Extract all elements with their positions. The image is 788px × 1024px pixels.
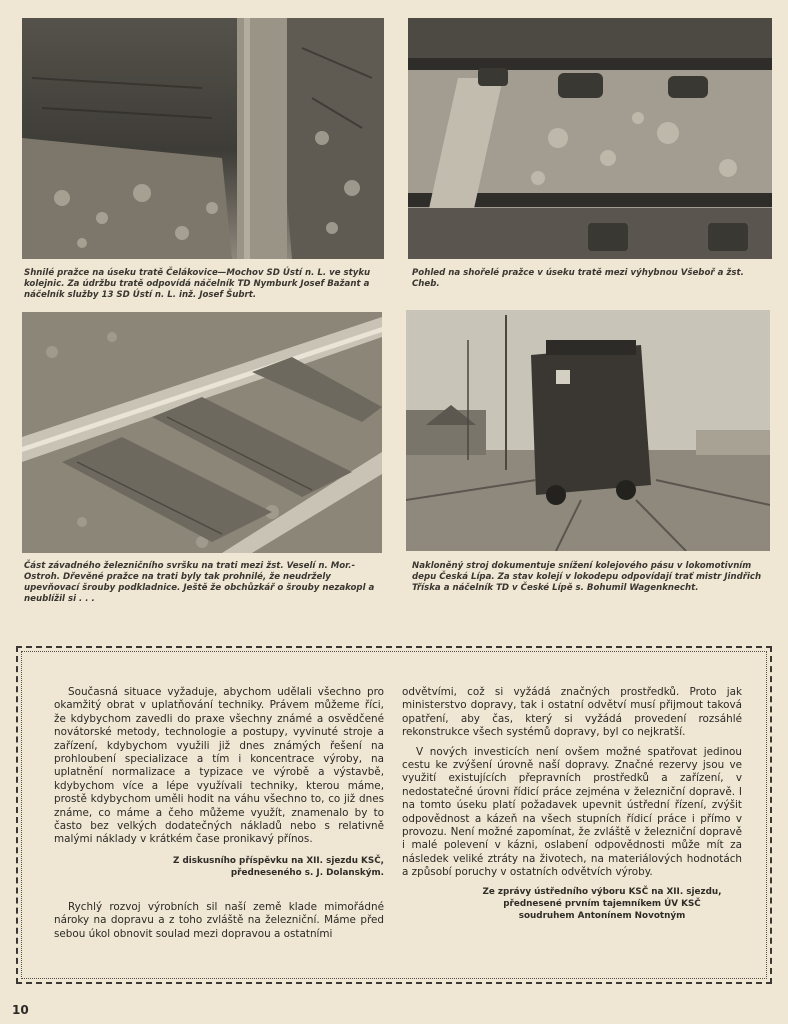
burnt-sleepers-caption: Pohled na shořelé pražce v úseku tratě mezi výhybnou Všeboř a žst. Cheb.: [412, 268, 744, 289]
rotten-sleepers-photo: [22, 18, 384, 259]
track-superstructure-caption: Část závadného železničního svršku na trati mezi žst. Veselí n. Mor.-Ostroh. Dřevěné pražce na trati byly tak prohnilé, že neudržely upevňovací šrouby podkladnice. Ještě že obchůzkář o šrouby nezakopl a neublížil si . . .: [24, 561, 375, 604]
right-paragraph-2: V nových investicích není ovšem možné spatřovat jedinou cestu ke zvýšení úrovně naší dopravy. Značné rezervy jsou ve využití existujících přepravních prostředků a zařízení, v nedostatečné úrovni řídicí práce zejména v železniční dopravě. I na tomto úseku platí požadavek upevnit ústřední řízení, zvýšit odpovědnost a kázeň na všech stupních řídicí práce i přímo v provozu. Není možné zapomínat, že zvláště v železniční dopravě i malé polevení v kázni, oslabení odpovědnosti může mít za následek veliké ztráty na životech, na materiálových hodnotách a způsobí poruchy v ostatních odvětvích výroby.: [402, 745, 742, 879]
left-attribution-line-2: předneseného s. J. Dolanským.: [230, 867, 384, 878]
track-superstructure-photo: [22, 312, 382, 553]
right-paragraph-1: odvětvími, což si vyžádá značných prostředků. Proto jak ministerstvo dopravy, tak i ostatní odvětví musí přijmout taková opatření, aby čas, který si vyžádá provedení rozsáhlé rekonstrukce všech systémů dopravy, byl co nejkratší.: [402, 686, 742, 739]
left-attribution-line-1: Z diskusního příspěvku na XII. sjezdu KSČ,: [173, 855, 384, 866]
right-attribution-line-2: přednesené prvním tajemníkem ÚV KSČ: [503, 898, 701, 909]
article-box: [16, 646, 772, 984]
rotten-sleepers-caption: Shnilé pražce na úseku tratě Čelákovice—Mochov SD Ústí n. L. ve styku kolejnic. Za údržbu tratě odpovídá náčelník TD Nymburk Josef Bažant a náčelník služby 13 SD Ústí n. L. inž. Josef Šubrt.: [24, 268, 371, 300]
right-attribution: [402, 886, 742, 922]
burnt-sleepers-photo: [408, 18, 772, 259]
article-left-column: [54, 686, 384, 941]
article-right-column: [402, 686, 742, 944]
page-number: 10: [12, 1003, 29, 1017]
left-attribution: [54, 855, 384, 879]
tilted-locomotive-photo: [406, 310, 770, 551]
left-paragraph-2: Rychlý rozvoj výrobních sil naší země klade mimořádné nároky na dopravu a z toho zvláště na železniční. Máme před sebou úkol obnovit soulad mezi dopravou a ostatními: [54, 900, 384, 940]
left-paragraph-1: Současná situace vyžaduje, abychom udělali všechno pro okamžitý obrat v uplatňování techniky. Právem můžeme říci, že kdybychom zavedli do praxe všechny známé a osvědčené novátorské metody, technologie a postupy, vyvinuté stroje a zařízení, kdybychom využili již dnes známých řešení na prohloubení specializace a tím i koncentrace výroby, na uplatnění normalizace a typizace ve výrobě a výstavbě, kdybychom více a lépe využívali techniky, kterou máme, prostě kdybychom uměli hodit na váhu všechno to, co již dnes známe, co máme a čeho můžeme využít, znamenalo by to často bez velkých dodatečných nákladů nebo s relativně malými náklady v krátkém čase pronikavý přínos.: [54, 686, 384, 846]
tilted-locomotive-caption: Nakloněný stroj dokumentuje snížení kolejového pásu v lokomotivním depu Česká Lípa. Za stav kolejí v lokodepu odpovídají trať mistr Jindřich Tříska a náčelník TD v České Lípě s. Bohumil Wagenknecht.: [412, 561, 762, 593]
right-attribution-line-3: soudruhem Antonínem Novotným: [518, 910, 686, 921]
right-attribution-line-1: Ze zprávy ústředního výboru KSČ na XII. sjezdu,: [482, 886, 722, 897]
